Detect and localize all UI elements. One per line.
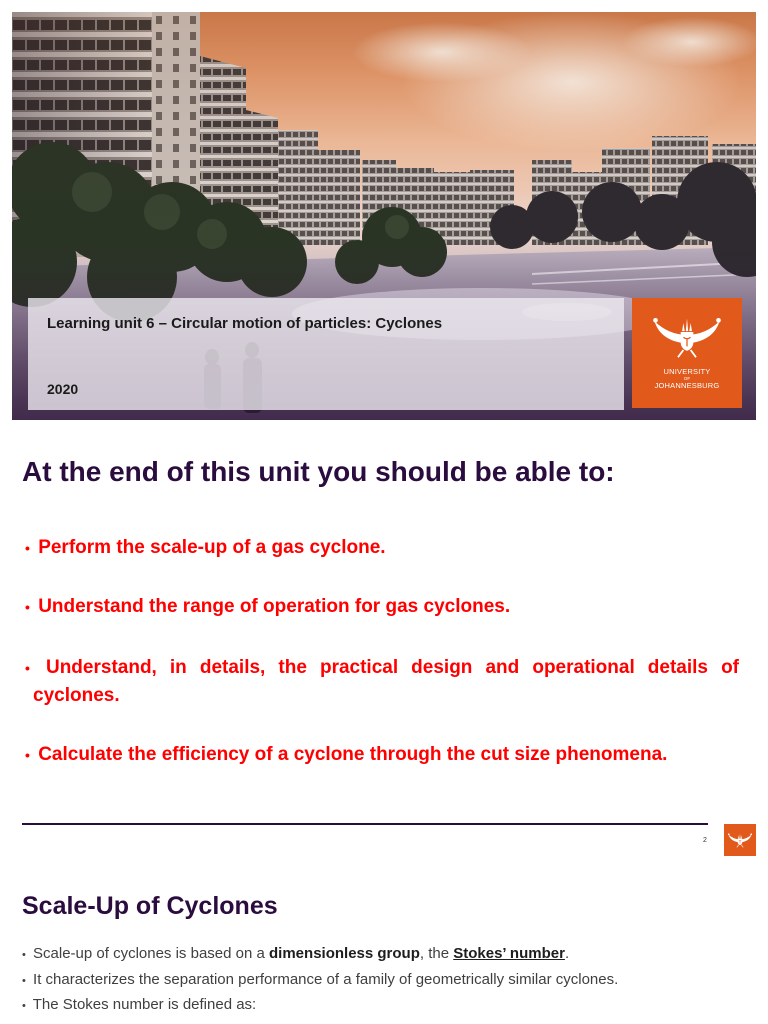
scaleup-bullet	[22, 944, 569, 965]
unit-title: Learning unit 6 – Circular motion of particles: Cyclones	[47, 315, 443, 332]
scaleup-bullet	[22, 995, 256, 1016]
scaleup-bullet	[22, 970, 618, 991]
objective-text: Understand the range of operation for gas cyclones.	[38, 596, 511, 617]
title-panel	[28, 298, 624, 410]
objective-item	[25, 741, 739, 769]
objective-text: Calculate the efficiency of a cyclone through the cut size phenomena.	[38, 744, 668, 765]
page-number: 2	[703, 837, 707, 844]
footer-logo	[724, 824, 756, 856]
university-logo	[632, 298, 742, 408]
bullet-text-start: Scale-up of cyclones is based on a	[33, 945, 270, 962]
bullet-text: It characterizes the separation performance of a family of geometrically similar cyclones.	[33, 971, 619, 988]
bullet-text-end: .	[564, 945, 570, 962]
bold-term-dimensionless-group: dimensionless group	[269, 945, 420, 962]
logo-wordmark	[632, 368, 742, 390]
bullet-glyph: •	[25, 540, 30, 556]
bullet-glyph: •	[22, 1000, 26, 1012]
bullet-text-middle: , the	[419, 945, 454, 962]
logo-line-johannesburg: JOHANNESBURG	[654, 381, 720, 390]
objective-item	[25, 654, 739, 710]
objective-item	[25, 593, 739, 621]
bold-term-stokes-number: Stokes’ number	[453, 945, 565, 962]
footer-divider	[22, 823, 708, 825]
logo-line-university: UNIVERSITY	[663, 367, 711, 376]
objective-item	[25, 534, 739, 562]
uj-emblem-icon	[651, 314, 723, 359]
bullet-glyph: •	[25, 660, 30, 676]
objectives-heading: At the end of this unit you should be able to:	[22, 456, 615, 487]
logo-line-of: OF	[683, 376, 691, 381]
title-slide	[12, 12, 756, 420]
bullet-glyph: •	[22, 975, 26, 987]
objective-text: Understand, in details, the practical design and operational details of cyclones.	[33, 657, 739, 706]
scaleup-heading: Scale-Up of Cyclones	[22, 892, 278, 920]
year-label: 2020	[47, 381, 79, 397]
objective-text: Perform the scale-up of a gas cyclone.	[38, 537, 386, 558]
bullet-glyph: •	[25, 747, 30, 763]
bullet-glyph: •	[22, 949, 26, 961]
bullet-glyph: •	[25, 599, 30, 615]
bullet-text: The Stokes number is defined as:	[32, 996, 257, 1013]
uj-emblem-icon	[727, 832, 753, 848]
